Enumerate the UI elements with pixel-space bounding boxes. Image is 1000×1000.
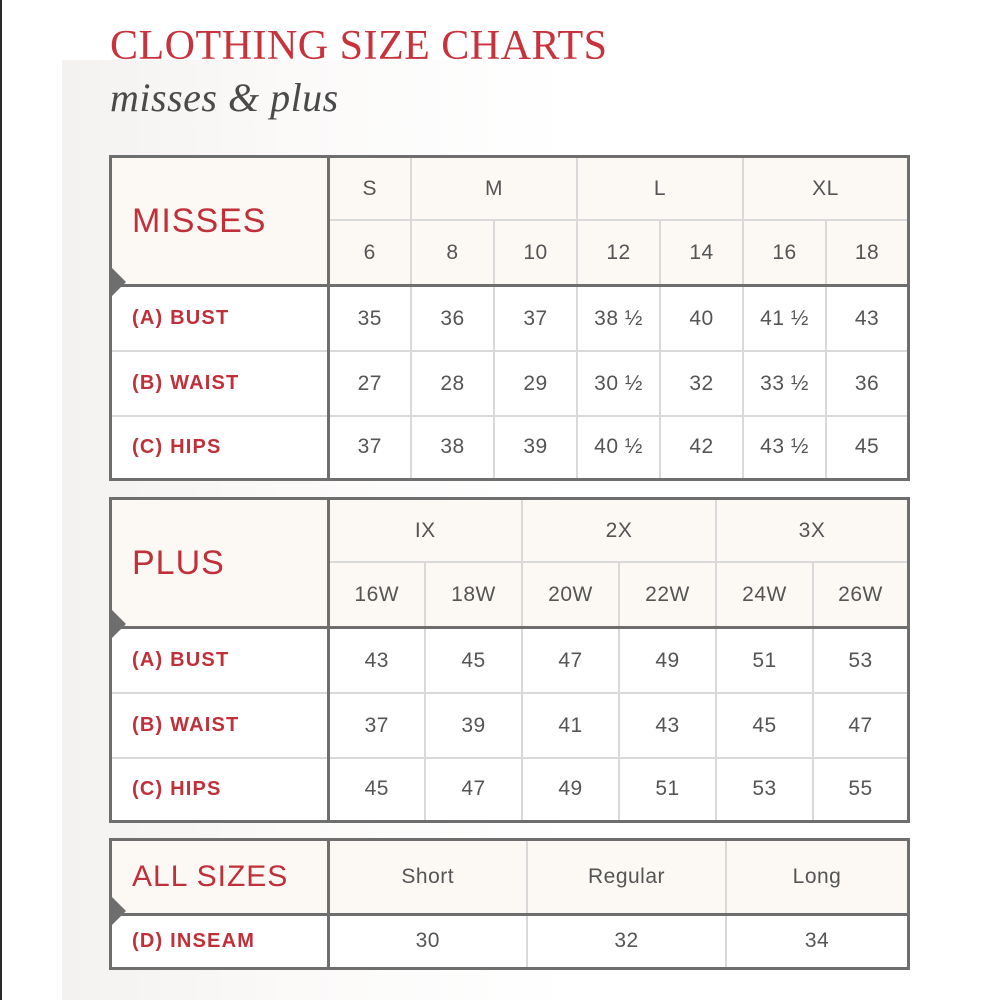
table-cell: 38 [411, 416, 494, 478]
table-cell: 35 [328, 286, 411, 352]
size-number-header: 14 [660, 220, 743, 286]
row-label: (B) WAIST [112, 693, 328, 757]
table-cell: 41 [522, 693, 619, 757]
all-sizes-heading [112, 841, 328, 914]
table-row [112, 628, 907, 694]
table-cell: 45 [826, 416, 907, 478]
table-cell: 51 [716, 628, 813, 694]
size-group-header: IX [328, 500, 522, 562]
table-cell: 43 [328, 628, 425, 694]
plus-heading [112, 500, 328, 628]
size-number-header: 20W [522, 562, 619, 628]
length-header: Long [726, 841, 907, 914]
table-cell: 40 ½ [577, 416, 660, 478]
misses-size-chart [109, 155, 910, 481]
table-row [112, 286, 907, 352]
table-cell: 43 [619, 693, 716, 757]
table-cell: 27 [328, 351, 411, 415]
row-label: (A) BUST [112, 628, 328, 694]
plus-size-chart [109, 497, 910, 823]
table-cell: 45 [716, 693, 813, 757]
table-cell: 30 ½ [577, 351, 660, 415]
table-cell: 37 [328, 416, 411, 478]
size-number-header: 26W [813, 562, 907, 628]
table-cell: 53 [716, 758, 813, 820]
table-cell: 45 [328, 758, 425, 820]
row-pointer-icon [112, 268, 126, 296]
size-number-header: 10 [494, 220, 577, 286]
misses-heading [112, 158, 328, 286]
table-cell: 40 [660, 286, 743, 352]
size-number-header: 18W [425, 562, 522, 628]
all-sizes-heading-text: ALL SIZES [132, 859, 289, 893]
table-row [112, 351, 907, 415]
table-cell: 37 [494, 286, 577, 352]
table-cell: 32 [660, 351, 743, 415]
row-pointer-icon [112, 897, 126, 925]
size-group-header: 2X [522, 500, 716, 562]
table-cell: 34 [726, 914, 907, 967]
table-cell: 39 [494, 416, 577, 478]
size-number-header: 12 [577, 220, 660, 286]
table-cell: 30 [328, 914, 527, 967]
length-header: Regular [527, 841, 726, 914]
plus-heading-text: PLUS [132, 543, 225, 582]
table-cell: 33 ½ [743, 351, 826, 415]
table-cell: 49 [522, 758, 619, 820]
size-number-header: 6 [328, 220, 411, 286]
table-cell: 36 [826, 351, 907, 415]
table-row [112, 693, 907, 757]
row-label: (C) HIPS [112, 758, 328, 820]
table-cell: 41 ½ [743, 286, 826, 352]
table-cell: 29 [494, 351, 577, 415]
table-cell: 47 [813, 693, 907, 757]
row-label: (D) INSEAM [112, 914, 328, 967]
plus-table [112, 500, 907, 820]
size-number-header: 8 [411, 220, 494, 286]
size-number-header: 16 [743, 220, 826, 286]
page-subtitle: misses & plus [110, 75, 339, 120]
table-cell: 36 [411, 286, 494, 352]
table-cell: 32 [527, 914, 726, 967]
table-cell: 37 [328, 693, 425, 757]
table-cell: 47 [425, 758, 522, 820]
all-sizes-chart [109, 838, 910, 970]
size-group-header: M [411, 158, 577, 220]
size-number-header: 24W [716, 562, 813, 628]
size-number-header: 16W [328, 562, 425, 628]
table-cell: 43 [826, 286, 907, 352]
table-cell: 47 [522, 628, 619, 694]
table-cell: 45 [425, 628, 522, 694]
table-row [112, 416, 907, 478]
misses-heading-text: MISSES [132, 201, 267, 240]
table-cell: 55 [813, 758, 907, 820]
table-cell: 51 [619, 758, 716, 820]
table-row [112, 914, 907, 967]
table-cell: 38 ½ [577, 286, 660, 352]
page-title: CLOTHING SIZE CHARTS [110, 23, 608, 69]
length-header: Short [328, 841, 527, 914]
table-cell: 39 [425, 693, 522, 757]
row-label: (A) BUST [112, 286, 328, 352]
row-label: (C) HIPS [112, 416, 328, 478]
row-pointer-icon [112, 610, 126, 638]
all-sizes-table [112, 841, 907, 967]
row-label: (B) WAIST [112, 351, 328, 415]
table-cell: 43 ½ [743, 416, 826, 478]
size-group-header: XL [743, 158, 907, 220]
table-cell: 53 [813, 628, 907, 694]
size-number-header: 18 [826, 220, 907, 286]
table-cell: 42 [660, 416, 743, 478]
left-edge-line [0, 0, 2, 1000]
table-cell: 49 [619, 628, 716, 694]
size-number-header: 22W [619, 562, 716, 628]
size-group-header: S [328, 158, 411, 220]
size-group-header: 3X [716, 500, 907, 562]
size-group-header: L [577, 158, 743, 220]
table-row [112, 758, 907, 820]
table-cell: 28 [411, 351, 494, 415]
misses-table [112, 158, 907, 478]
